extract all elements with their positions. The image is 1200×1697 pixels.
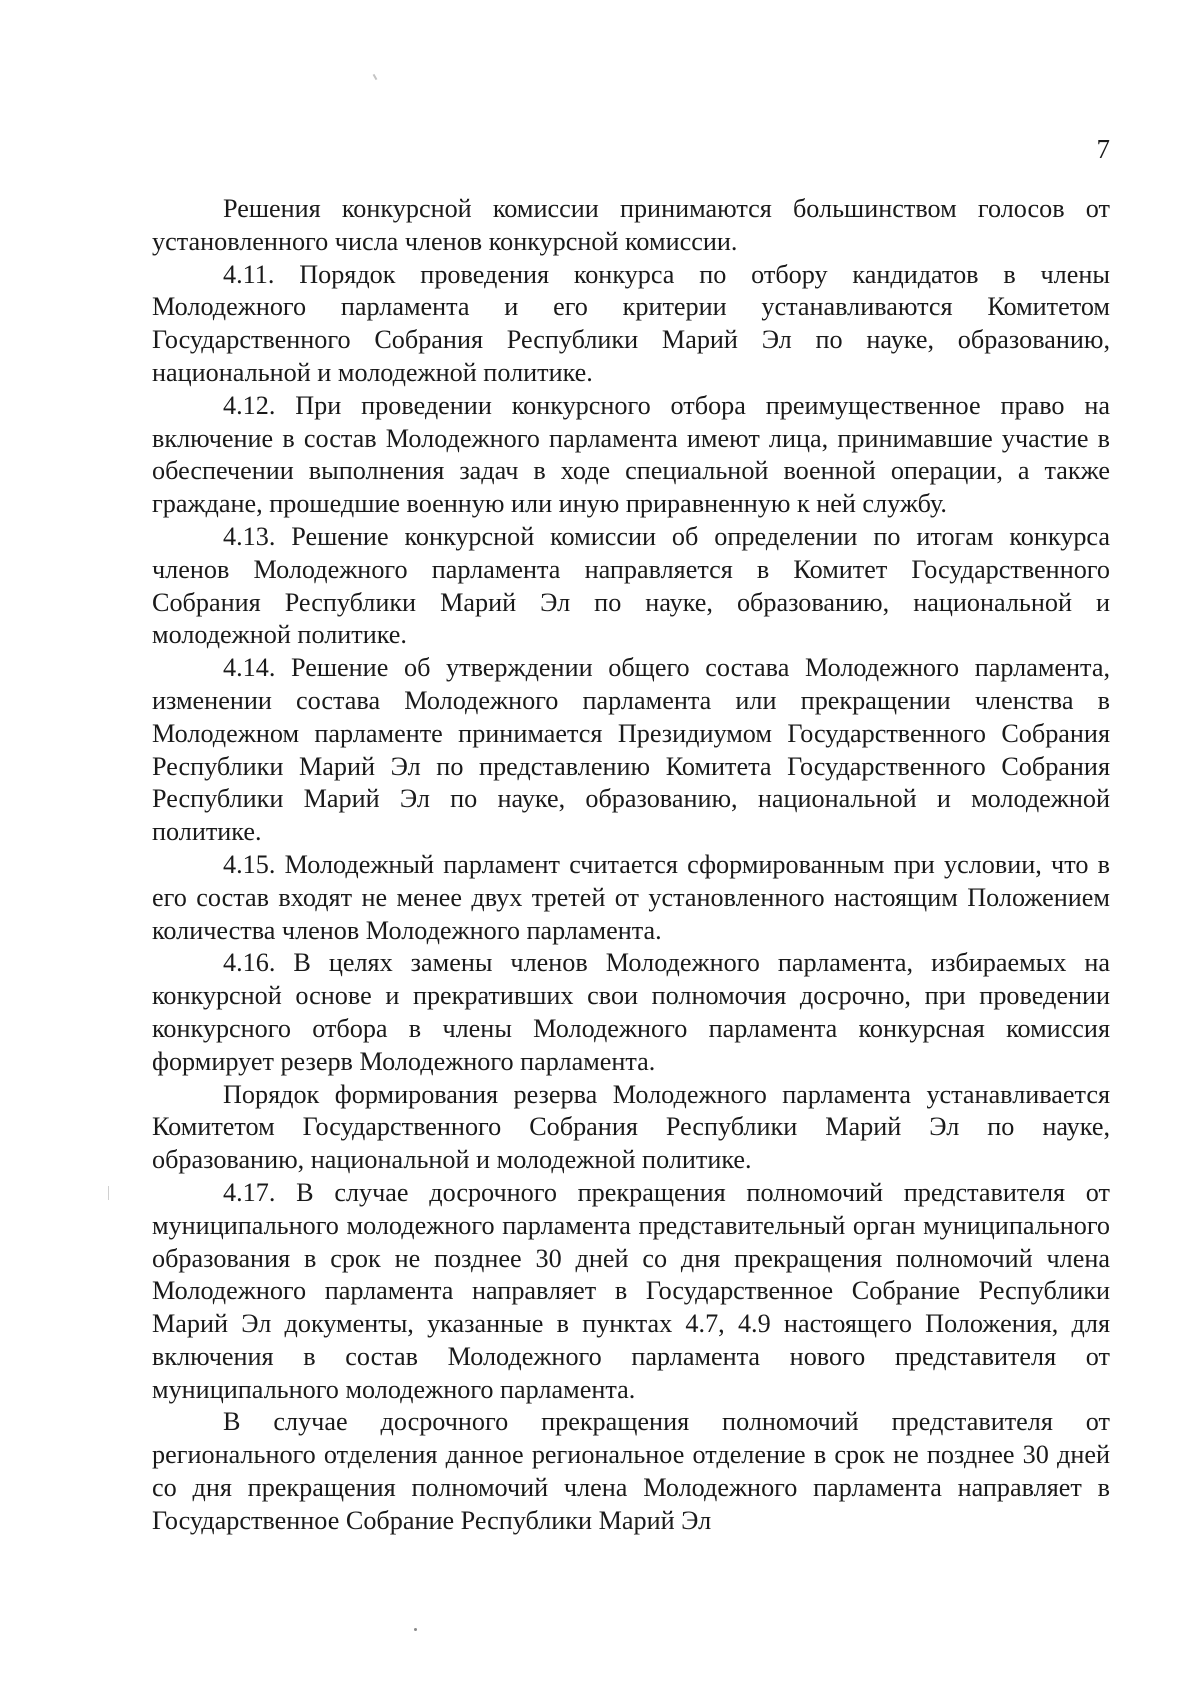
paragraph-4-13: 4.13. Решение конкурсной комиссии об определении по итогам конкурса членов Молодежного парламента направляется в Комитет Государственного Собрания Республики Марий Эл по науке, образованию, национальной и молодежной политике. (152, 521, 1110, 650)
paragraph-4-14: 4.14. Решение об утверждении общего состава Молодежного парламента, изменении состава Молодежного парламента или прекращении членства в Молодежном парламенте принимается Президиумом Государственного Собрания Республики Марий Эл по представлению Комитета Государственного Собрания Республики Марий Эл по науке, образованию, национальной и молодежной политике. (152, 653, 1110, 847)
paragraph-4-15: 4.15. Молодежный парламент считается сформированным при условии, что в его состав входят не менее двух третей от установленного настоящим Положением количества членов Молодежного парламента. (152, 849, 1110, 945)
scan-speck (108, 1186, 109, 1200)
paragraph-decision-majority: Решения конкурсной комиссии принимаются большинством голосов от установленного числа членов конкурсной комиссии. (152, 194, 1110, 256)
scan-speck (414, 1628, 417, 1631)
page-number: 7 (1096, 134, 1110, 164)
paragraph-4-11: 4.11. Порядок проведения конкурса по отбору кандидатов в члены Молодежного парламента и его критерии устанавливаются Комитетом Государственного Собрания Республики Марий Эл по науке, образованию, национальной и молодежной политике. (152, 259, 1110, 387)
paragraph-reserve-procedure: Порядок формирования резерва Молодежного парламента устанавливается Комитетом Государственного Собрания Республики Марий Эл по науке, образованию, национальной и молодежной политике. (152, 1079, 1110, 1175)
scan-speck (373, 74, 378, 80)
paragraph-4-17: 4.17. В случае досрочного прекращения полномочий представителя от муниципального молодежного парламента представительный орган муниципального образования в срок не позднее 30 дней со дня прекращения полномочий члена Молодежного парламента направляет в Государственное Собрание Республики Марий Эл документы, указанные в пунктах 4.7, 4.9 настоящего Положения, для включения в состав Молодежного парламента нового представителя от муниципального молодежного парламента. (152, 1177, 1110, 1404)
paragraph-4-16: 4.16. В целях замены членов Молодежного парламента, избираемых на конкурсной основе и прекративших свои полномочия досрочно, при проведении конкурсного отбора в члены Молодежного парламента конкурсная комиссия формирует резерв Молодежного парламента. (152, 948, 1110, 1076)
paragraph-4-12: 4.12. При проведении конкурсного отбора преимущественное право на включение в состав Молодежного парламента имеют лица, принимавшие участие в обеспечении выполнения задач в ходе специальной военной операции, а также граждане, прошедшие военную или иную приравненную к ней службу. (152, 390, 1110, 519)
document-body (152, 193, 1110, 1538)
paragraph-regional-branch: В случае досрочного прекращения полномочий представителя от регионального отделения данное региональное отделение в срок не позднее 30 дней со дня прекращения полномочий члена Молодежного парламента направляет в Государственное Собрание Республики Марий Эл (152, 1407, 1110, 1535)
